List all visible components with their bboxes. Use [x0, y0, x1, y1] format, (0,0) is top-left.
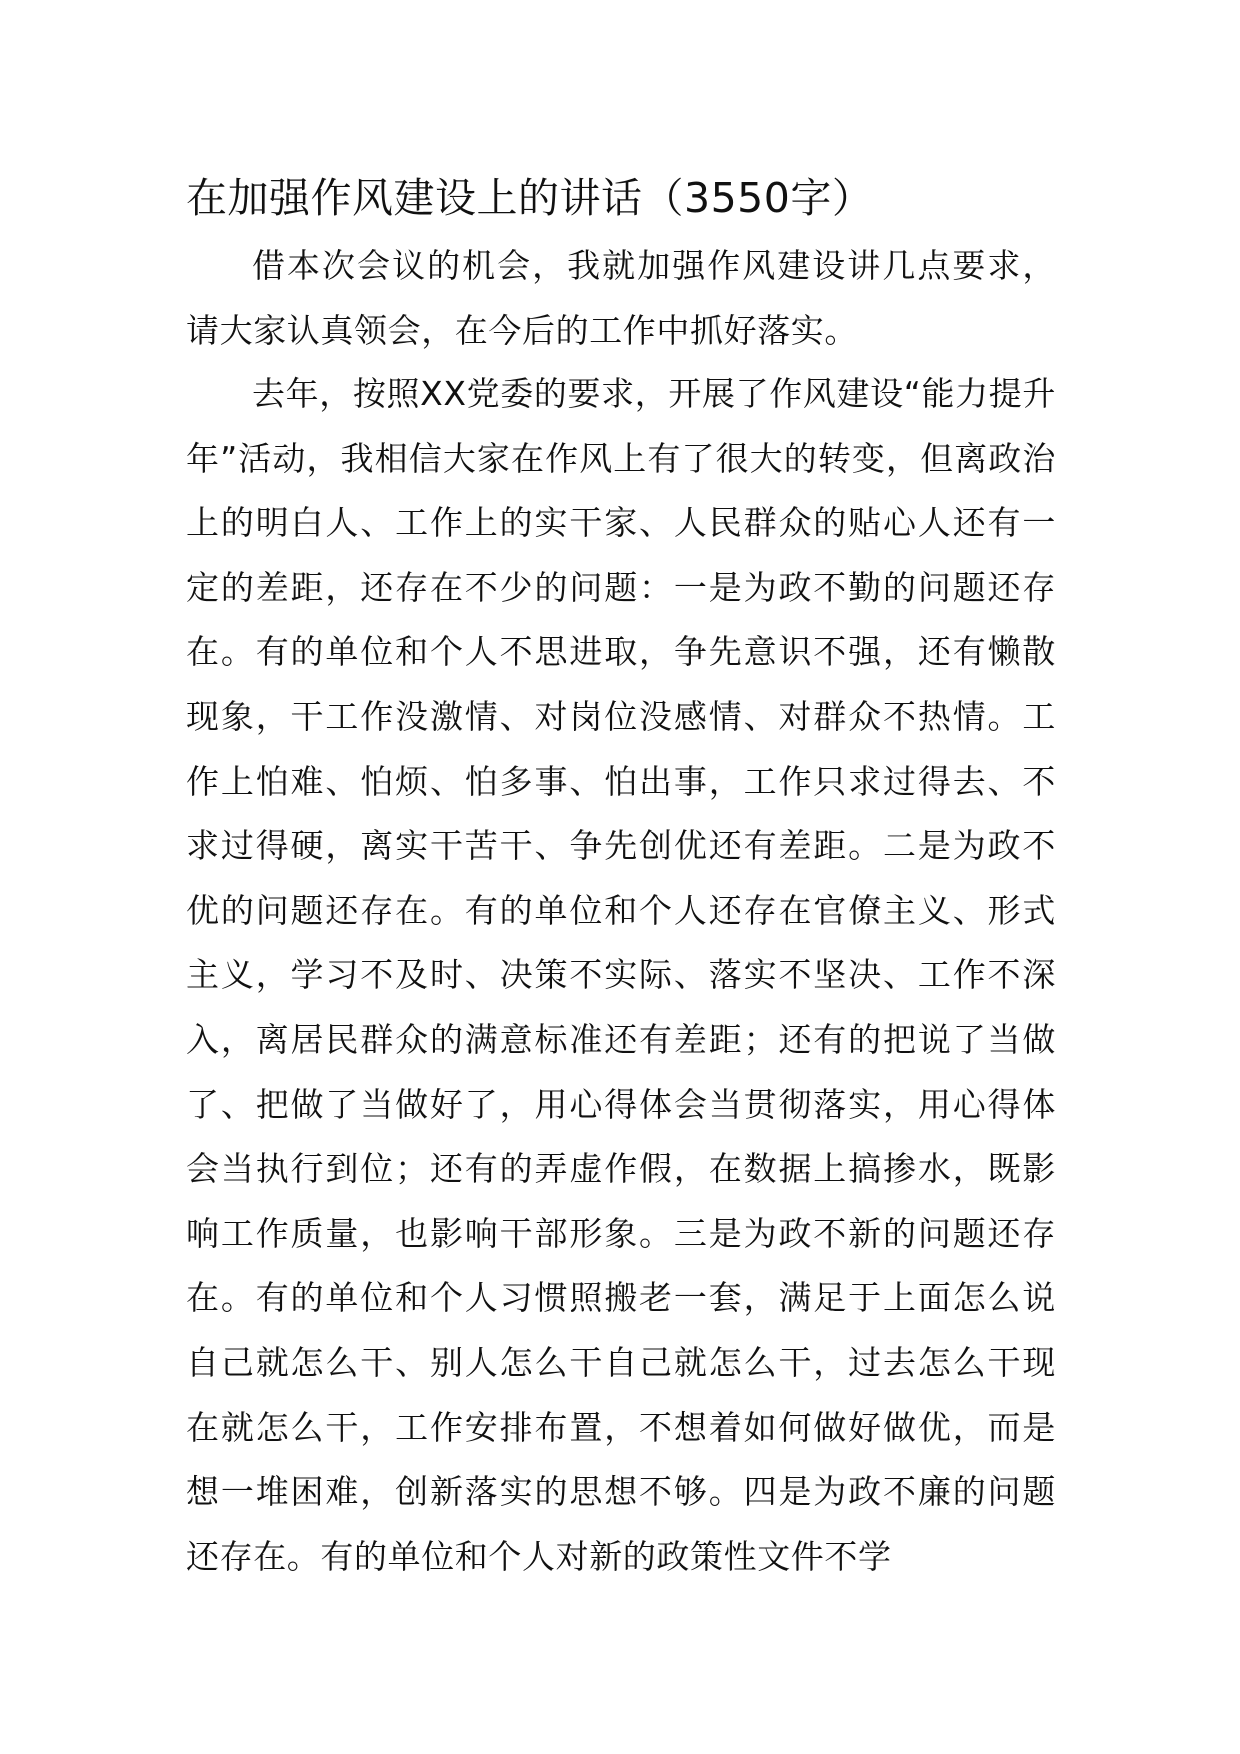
document-title: 在加强作风建设上的讲话（3550字） — [186, 174, 874, 222]
paragraph-problems: 去年，按照XX党委的要求，开展了作风建设“能力提升年”活动，我相信大家在作风上有了很大的转变，但离政治上的明白人、工作上的实干家、人民群众的贴心人还有一定的差距，还存在不少的问题：一是为政不勤的问题还存在。有的单位和个人不思进取，争先意识不强，还有懒散现象，干工作没激情、对岗位没感情、对群众不热情。工作上怕难、怕烦、怕多事、怕出事，工作只求过得去、不求过得硬，离实干苦干、争先创优还有差距。二是为政不优的问题还存在。有的单位和个人还存在官僚主义、形式主义，学习不及时、决策不实际、落实不坚决、工作不深入，离居民群众的满意标准还有差距；还有的把说了当做了、把做了当做好了，用心得体会当贯彻落实，用心得体会当执行到位；还有的弄虚作假，在数据上搞掺水，既影响工作质量，也影响干部形象。三是为政不新的问题还存在。有的单位和个人习惯照搬老一套，满足于上面怎么说自己就怎么干、别人怎么干自己就怎么干，过去怎么干现在就怎么干，工作安排布置，不想着如何做好做优，而是想一堆困难，创新落实的思想不够。四是为政不廉的问题还存在。有的单位和个人对新的政策性文件不学 — [186, 374, 1056, 1576]
paragraph-intro: 借本次会议的机会，我就加强作风建设讲几点要求，请大家认真领会，在今后的工作中抓好落实。 — [186, 246, 1056, 350]
